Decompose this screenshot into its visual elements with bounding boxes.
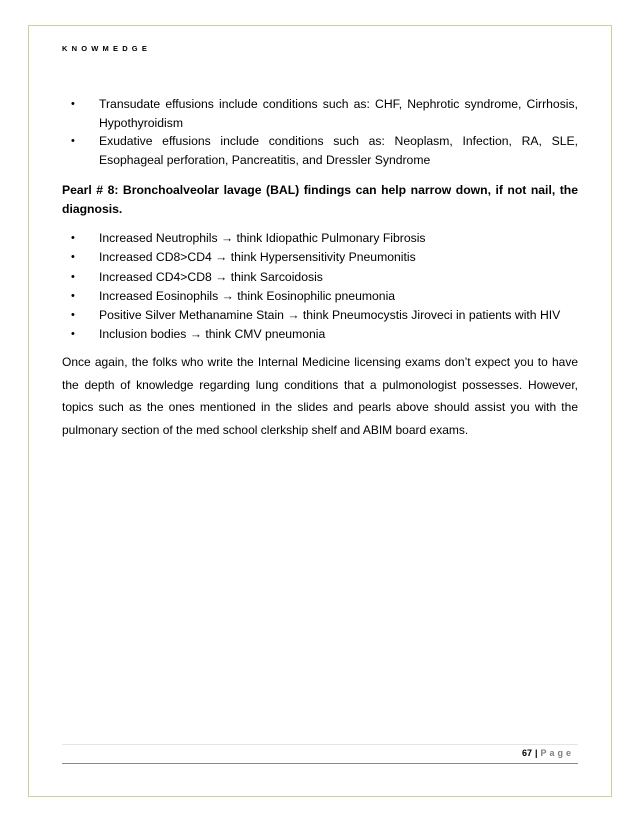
- effusion-list: [62, 95, 578, 169]
- bal-findings-list: [62, 229, 578, 343]
- list-item: • Increased Eosinophils → think Eosinophilic pneumonia: [99, 287, 578, 306]
- list-item: • Increased CD8>CD4 → think Hypersensitivity Pneumonitis: [99, 248, 578, 267]
- page-content: [62, 95, 578, 441]
- pearl-heading: Pearl # 8: Bronchoalveolar lavage (BAL) findings can help narrow down, if not nail, the diagnosis.: [62, 183, 578, 217]
- list-item: • Increased Neutrophils → think Idiopathic Pulmonary Fibrosis: [99, 229, 578, 248]
- footer-divider: [62, 763, 578, 764]
- list-item: • Inclusion bodies → think CMV pneumonia: [99, 325, 578, 344]
- page-label: Page: [540, 748, 574, 758]
- list-item: • Increased CD4>CD8 → think Sarcoidosis: [99, 268, 578, 287]
- page-footer: [522, 748, 574, 758]
- header-brand: KNOWMEDGE: [62, 44, 152, 53]
- page-number: 67: [521, 748, 532, 758]
- footer-separator: |: [534, 748, 538, 758]
- body-paragraph: Once again, the folks who write the Internal Medicine licensing exams don’t expect you to have the depth of knowledge regarding lung conditions that a pulmonologist possesses. However, topics such as the ones mentioned in the slides and pearls above should assist you with the pulmonary section of the med school clerkship shelf and ABIM board exams.: [62, 355, 578, 437]
- list-item: • Transudate effusions include conditions such as: CHF, Nephrotic syndrome, Cirrhosis, Hypothyroidism: [99, 95, 578, 132]
- list-item: • Positive Silver Methanamine Stain → think Pneumocystis Jiroveci in patients with HIV: [99, 306, 578, 325]
- footer-divider-light: [62, 744, 578, 745]
- list-item: • Exudative effusions include conditions such as: Neoplasm, Infection, RA, SLE, Esophageal perforation, Pancreatitis, and Dressler Syndrome: [99, 132, 578, 169]
